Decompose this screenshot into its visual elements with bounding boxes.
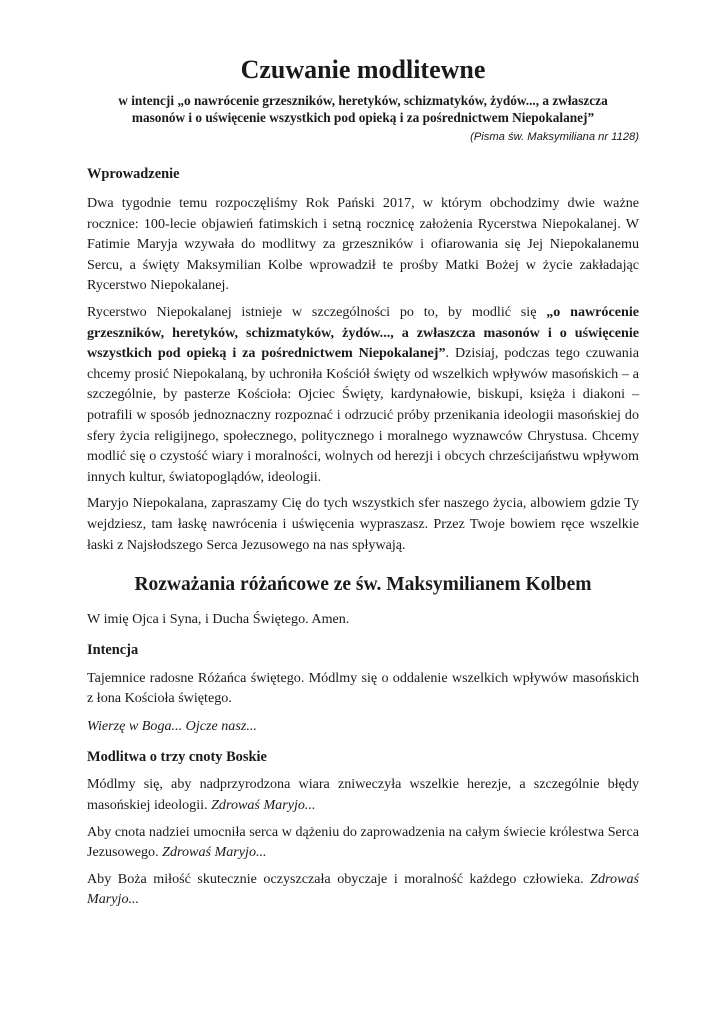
virtue-prayer-hope-text: Aby cnota nadziei umocniła serca w dążeniu do zaprowadzenia na całym świecie królestwa Serca Jezusowego. bbox=[87, 823, 639, 861]
hail-mary-3: Zdrowaś Maryjo... bbox=[87, 870, 639, 908]
virtue-prayer-hope bbox=[87, 822, 639, 863]
hail-mary-2: Zdrowaś Maryjo... bbox=[162, 844, 267, 861]
intention-text: Tajemnice radosne Różańca świętego. Módlmy się o oddalenie wszelkich wpływów masońskich z łona Kościoła świętego. bbox=[87, 669, 639, 707]
subtitle bbox=[87, 92, 639, 126]
virtue-prayer-faith-text: Módlmy się, aby nadprzyrodzona wiara zniweczyła wszelkie herezje, a szczególnie błędy masońskiej ideologii. bbox=[87, 776, 639, 814]
virtue-prayer-love bbox=[87, 869, 639, 910]
intro-paragraph-2-quote: „o nawrócenie grzeszników, heretyków, schizmatyków, żydów..., a zwłaszcza masonów i o uświęcenie wszystkich pod opieką i za pośrednictwem Niepokalanej” bbox=[87, 303, 639, 362]
intro-paragraph-2 bbox=[87, 302, 639, 487]
intro-paragraph-1: Dwa tygodnie temu rozpoczęliśmy Rok Pański 2017, w którym obchodzimy dwie ważne rocznice: 100-lecie objawień fatimskich i setną rocznicę założenia Rycerstwa Niepokalanej. W Fatimie Maryja wzywała do modlitwy za grzeszników i ofiarowania się Jej Niepokalanemu Sercu, a święty Maksymilian Kolbe wprowadził te prośby Matki Bożej w życie zakładając Rycerstwo Niepokalanej. bbox=[87, 195, 639, 294]
section-heading: Rozważania różańcowe ze św. Maksymilianem Kolbem bbox=[134, 574, 592, 596]
hail-mary-1: Zdrowaś Maryjo... bbox=[211, 797, 316, 814]
virtue-prayer-faith bbox=[87, 774, 639, 815]
virtues-heading: Modlitwa o trzy cnoty Boskie bbox=[87, 749, 267, 766]
virtue-prayer-love-text: Aby Boża miłość skutecznie oczyszczała obyczaje i moralność każdego człowieka. bbox=[87, 870, 591, 887]
intro-paragraph-3: Maryjo Niepokalana, zapraszamy Cię do tych wszystkich sfer naszego życia, albowiem gdzie Ty wejdziesz, tam łaskę nawrócenia i uświęcenia wypraszasz. Przez Twoje bowiem ręce wszelkie łaski z Najsłodszego Serca Jezusowego na nas spływają. bbox=[87, 495, 639, 553]
intention-heading: Intencja bbox=[87, 641, 139, 658]
credo-line: Wierzę w Boga... Ojcze nasz... bbox=[87, 717, 257, 734]
intro-heading: Wprowadzenie bbox=[87, 166, 180, 182]
document-page bbox=[87, 52, 639, 910]
opening-prayer: W imię Ojca i Syna, i Ducha Świętego. Amen. bbox=[87, 611, 350, 628]
page-title: Czuwanie modlitewne bbox=[240, 55, 486, 84]
intro-paragraph-2-end: . Dzisiaj, podczas tego czuwania chcemy prosić Niepokalaną, by uchroniła Kościół święty od wszelkich wpływów masońskich – a szczególnie, by pasterze Kościoła: Ojciec Święty, kardynałowie, biskupi, księża i diakoni – potrafili w sposób jednoznaczny rozpoznać i odrzucić próby przenikania ideologii masońskiej do sfery życia religijnego, społecznego, politycznego i moralnego wyznawców Chrystusa. Chcemy modlić się o czystość wiary i moralności, wolnych od herezji i obcych chrześcijaństwu wpływom innych kultur, światopoglądów, ideologii. bbox=[87, 345, 639, 485]
subtitle-line-2: masonów i o uświęcenie wszystkich pod opieką i za pośrednictwem Niepokalanej” bbox=[131, 110, 595, 125]
source-citation: (Pisma św. Maksymiliana nr 1128) bbox=[470, 131, 639, 143]
intro-paragraph-2-start: Rycerstwo Niepokalanej istnieje w szczególności po to, by modlić się bbox=[87, 303, 547, 320]
subtitle-line-1: w intencji „o nawrócenie grzeszników, heretyków, schizmatyków, żydów..., a zwłaszcza bbox=[118, 93, 608, 108]
